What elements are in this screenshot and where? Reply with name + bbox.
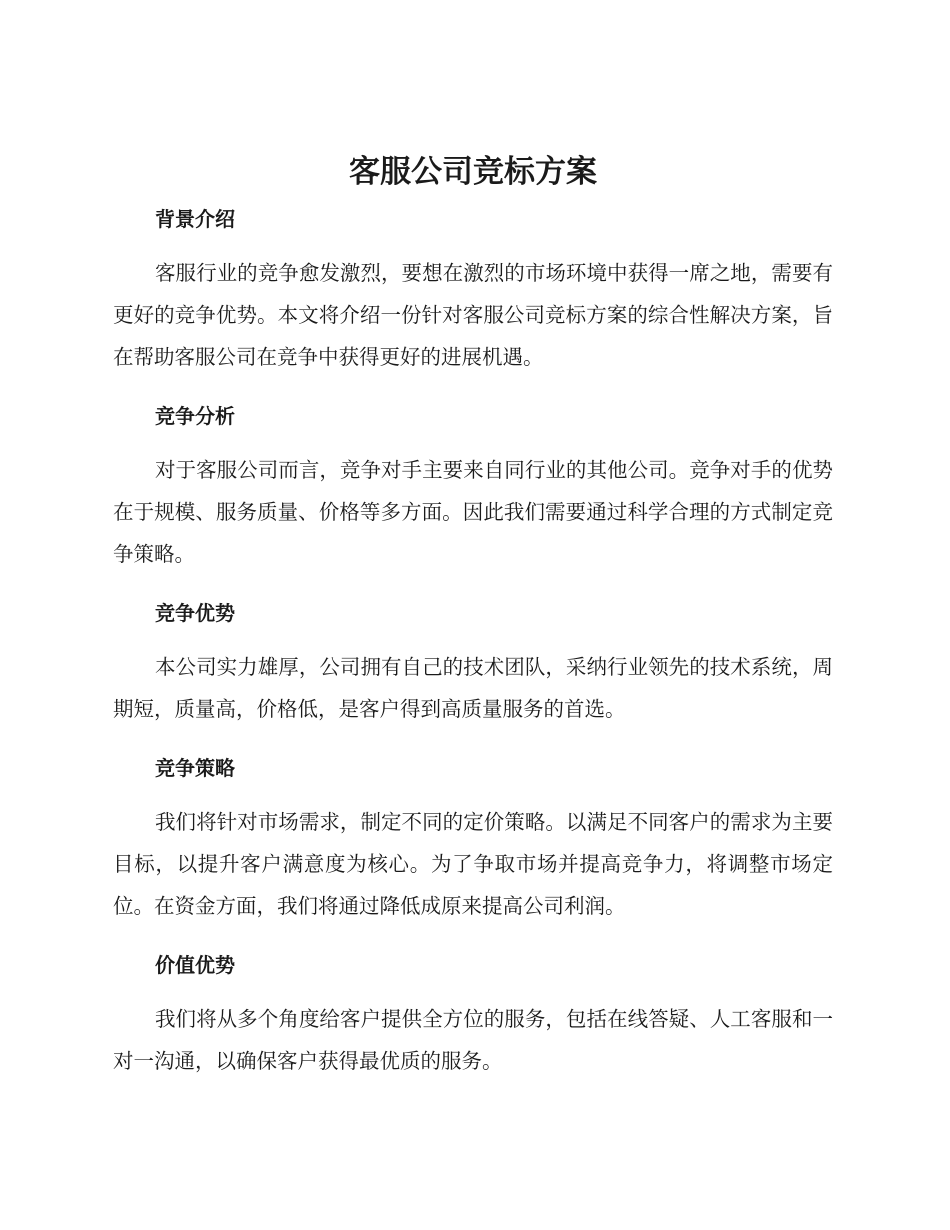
section-heading-value-advantage: 价值优势 <box>155 953 235 977</box>
section-body-competition-analysis: 对于客服公司而言，竞争对手主要来自同行业的其他公司。竞争对手的优势在于规模、服务质量、价格等多方面。因此我们需要通过科学合理的方式制定竞争策略。 <box>113 458 833 566</box>
section-body-background: 客服行业的竞争愈发激烈，要想在激烈的市场环境中获得一席之地，需要有更好的竞争优势。本文将介绍一份针对客服公司竞标方案的综合性解决方案，旨在帮助客服公司在竞争中获得更好的进展机遇。 <box>113 261 833 369</box>
section-body-competitive-advantage: 本公司实力雄厚，公司拥有自己的技术团队，采纳行业领先的技术系统，周期短，质量高，价格低，是客户得到高质量服务的首选。 <box>113 655 833 721</box>
section-heading-competition-analysis: 竞争分析 <box>155 404 235 428</box>
section-body-value-advantage: 我们将从多个角度给客户提供全方位的服务，包括在线答疑、人工客服和一对一沟通，以确保客户获得最优质的服务。 <box>113 1007 833 1073</box>
document-content <box>113 150 833 1082</box>
section-body-competitive-strategy: 我们将针对市场需求，制定不同的定价策略。以满足不同客户的需求为主要目标，以提升客户满意度为核心。为了争取市场并提高竞争力，将调整市场定位。在资金方面，我们将通过降低成原来提高公司利润。 <box>113 810 833 918</box>
section-heading-background: 背景介绍 <box>155 207 235 231</box>
section-heading-competitive-advantage: 竞争优势 <box>155 601 235 625</box>
section-heading-competitive-strategy: 竞争策略 <box>155 756 235 780</box>
document-title: 客服公司竞标方案 <box>349 154 597 190</box>
